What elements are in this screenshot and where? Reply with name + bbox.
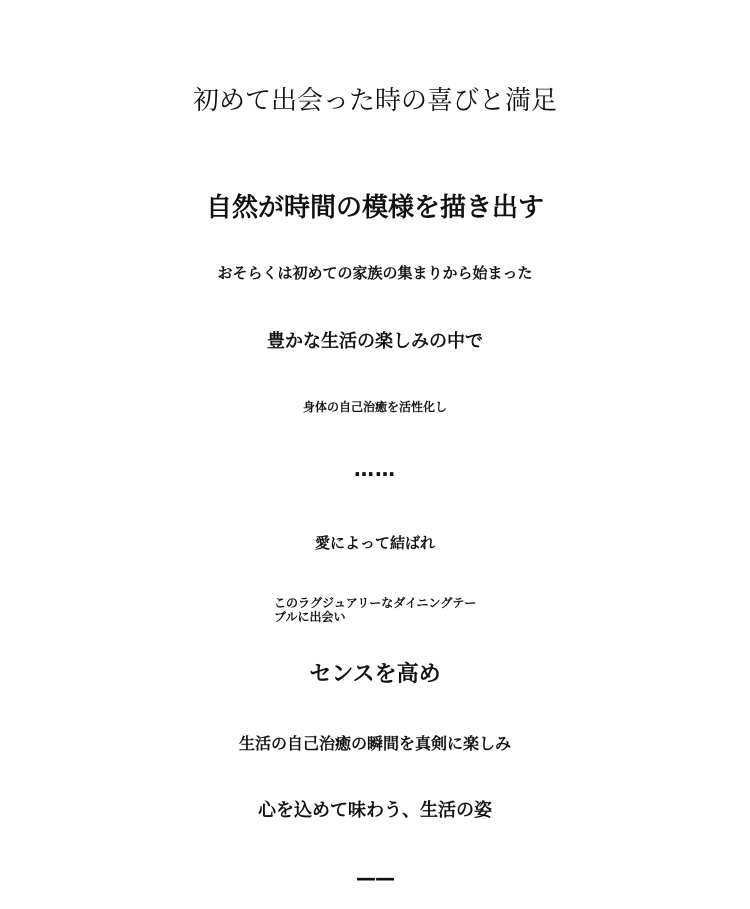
text-line-5: 身体の自己治癒を活性化し [302,400,447,414]
text-line-4: 豊かな生活の楽しみの中で [267,331,483,352]
text-line-11: 心を込めて味わう、生活の姿 [258,800,492,821]
text-line-7: 愛によって結ばれ [314,534,435,552]
text-line-2: 自然が時間の模様を描き出す [205,193,544,223]
text-line-1: 初めて出会った時の喜びと満足 [192,86,557,116]
text-line-8: このラグジュアリーなダイニングテーブルに出会い [274,596,477,624]
text-line-9: センスを高め [309,662,441,687]
text-line-3: おそらくは初めての家族の集まりから始まった [217,264,533,282]
ellipsis: …… [354,457,396,481]
dash: —— [356,866,394,890]
text-line-10: 生活の自己治癒の瞬間を真剣に楽しみ [238,734,511,753]
